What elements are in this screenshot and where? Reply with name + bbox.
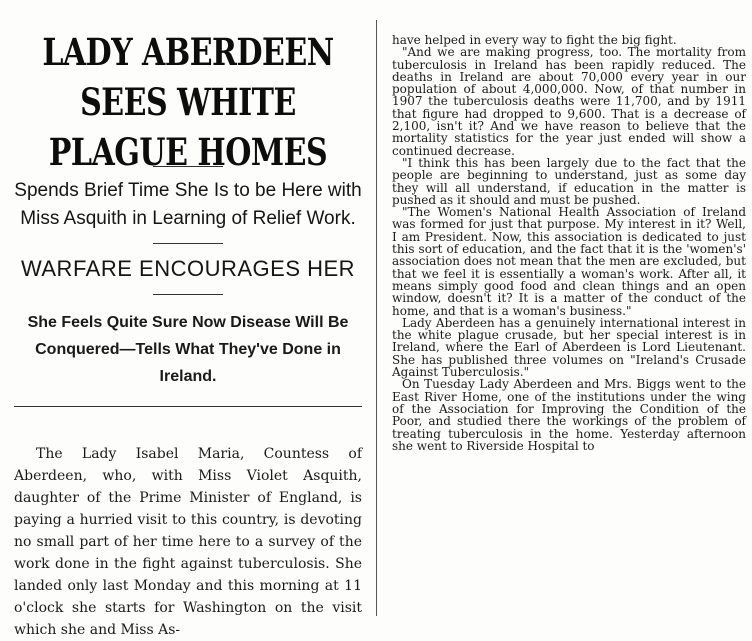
paragraph: On Tuesday Lady Aberdeen and Mrs. Biggs went to the East River Home, one of the institutions under the wing of the Association for Improving the Condition of the Poor, and studied there the workings of the problem of treating tuberculosis in the home. Yesterday afternoon she went to Riverside Hospital to: [392, 377, 746, 453]
paragraph: "I think this has been largely due to the fact that the people are beginning to understand, just as some day they will all understand, if education in the matter is pushed as it should and must be pushed.: [392, 155, 746, 207]
divider: [153, 294, 223, 295]
lead-paragraph: The Lady Isabel Maria, Countess of Aberdeen, who, with Miss Violet Asquith, daughter of the Prime Minister of England, is paying a hurried visit to this country, is devoting no small part of her time here to a survey of the work done in the fight against tuberculosis. She landed only last Monday and this morning at 11 o'clock she starts for Washington on the visit which she and Miss As-: [14, 446, 362, 638]
paragraph: "The Women's National Health Association of Ireland was formed for just that purpose. My interest in it? Well, I am President. Now, this association is dedicated to just this sort of education, and the fact that it is the 'women's' association does not mean that the men are excluded, but that we feel it is essentially a woman's work. After all, it means simply good food and clean things and an open window, doesn't it? It is a matter of the conduct of the home, and that is a woman's business.": [392, 205, 746, 318]
divider: [153, 243, 223, 244]
paragraph: Lady Aberdeen has a genuinely international interest in the white plague crusade, but her special interest is in Ireland, where the Earl of Aberdeen is Lord Lieutenant. She has published three volumes on "Ireland's Crusade Against Tuberculosis.": [392, 315, 746, 380]
paragraph: "And we are making progress, too. The mortality from tuberculosis in Ireland has been rapidly reduced. The deaths in Ireland are about 70,000 every year in our population of about 4,000,000. Now, of that number in 1907 the tuberculosis deaths were 11,700, and by 1911 that figure had dropped to 9,600. That is a decrease of 2,100, isn't it? And we have reason to believe that the mortality statistics for the year just ended will show a continued decrease.: [392, 45, 746, 158]
headline: LADY ABERDEEN SEES WHITE PLAGUE HOMES: [42, 31, 334, 175]
right-column: [392, 34, 746, 616]
subheadline: Spends Brief Time She Is to be Here with Miss Asquith in Learning of Relief Work.: [14, 180, 362, 229]
section-deck: WARFARE ENCOURAGES HER: [20, 256, 356, 281]
left-column: [14, 26, 362, 638]
column-rule: [376, 20, 377, 616]
summary-deck: She Feels Quite Sure Now Disease Will Be Conquered—Tells What They've Done in Ireland.: [27, 314, 349, 385]
paragraph: have helped in every way to fight the big fight.: [392, 33, 677, 47]
